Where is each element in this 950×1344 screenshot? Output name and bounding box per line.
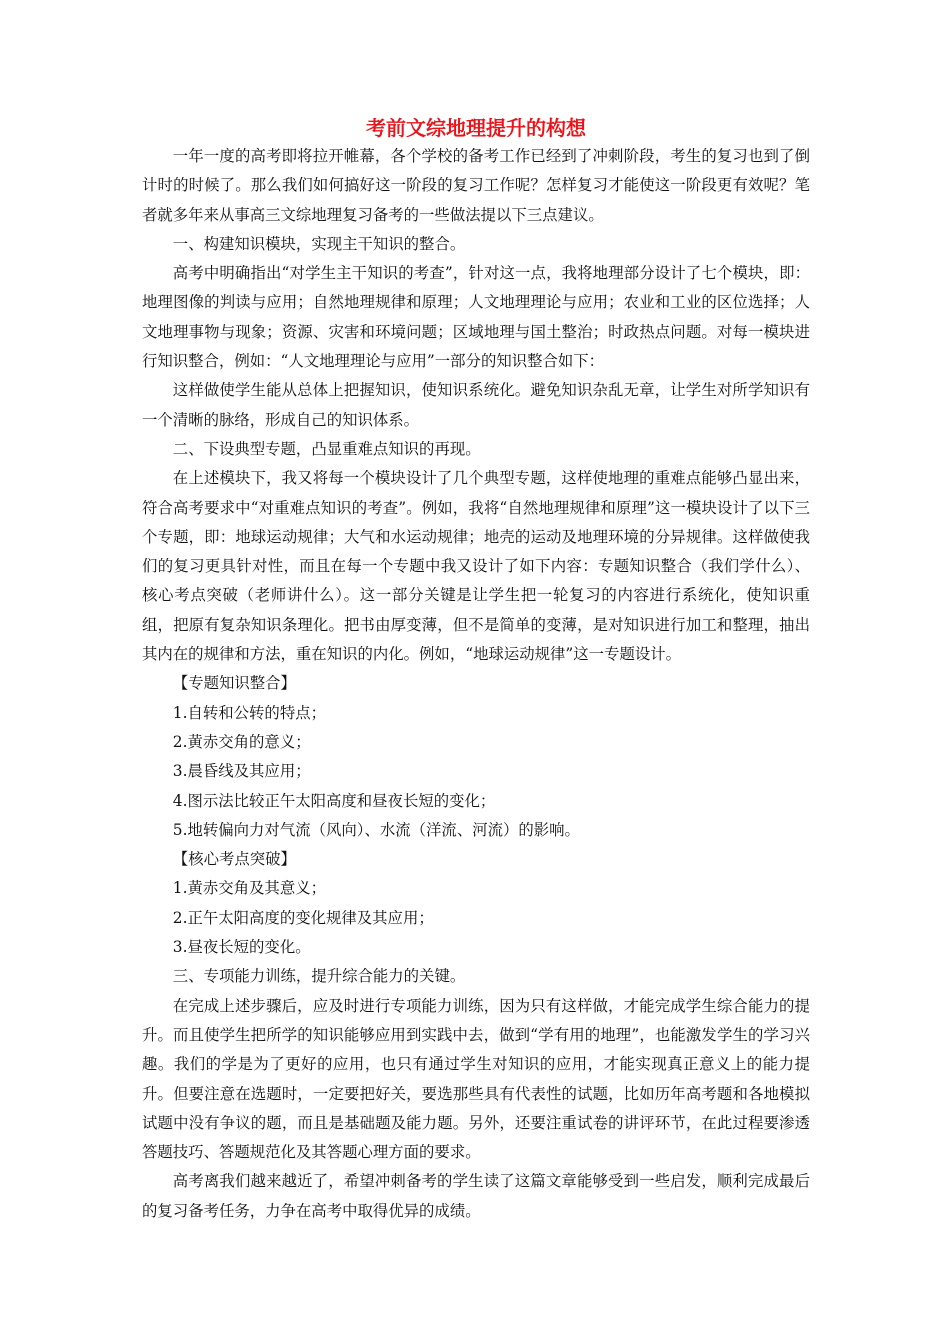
- section-heading-2: 二、下设典型专题，凸显重难点知识的再现。: [172, 439, 481, 458]
- section-2-paragraph: 在上述模块下，我又将每一个模块设计了几个典型专题，这样使地理的重难点能够凸显出来，符合高考要求中“对重难点知识的考查”。例如，我将“自然地理规律和原理”这一模块设计了以下三个专题，即：地球运动规律；大气和水运动规律；地壳的运动及地理环境的分异规律。这样做使我们的复习更具针对性，而且在每一个专题中我又设计了如下内容：专题知识整合（我们学什么）、核心考点突破（老师讲什么）。这一部分关键是让学生把一轮复习的内容进行系统化，使知识重组，把原有复杂知识条理化。把书由厚变薄，但不是简单的变薄，是对知识进行加工和整理，抽出其内在的规律和方法，重在知识的内化。例如，“地球运动规律”这一专题设计。: [142, 469, 810, 664]
- intro-paragraph: 一年一度的高考即将拉开帷幕，各个学校的备考工作已经到了冲刺阶段，考生的复习也到了倒计时的时候了。那么我们如何搞好这一阶段的复习工作呢？怎样复习才能使这一阶段更有效呢？笔者就多年来从事高三文综地理复习备考的一些做法提以下三点建议。: [142, 147, 810, 224]
- list-item: 2.黄赤交角的意义；: [172, 732, 311, 751]
- topic-integration-heading: 【专题知识整合】: [172, 674, 296, 693]
- section-3-paragraph: 在完成上述步骤后，应及时进行专项能力训练，因为只有这样做，才能完成学生综合能力的提升。而且使学生把所学的知识能够应用到实践中去，做到“学有用的地理”，也能激发学生的学习兴趣。我们的学是为了更好的应用，也只有通过学生对知识的应用，才能实现真正意义上的能力提升。但要注意在选题时，一定要把好关，要选那些具有代表性的试题，比如历年高考题和各地模拟试题中没有争议的题，而且是基础题及能力题。另外，还要注重试卷的讲评环节，在此过程要渗透答题技巧、答题规范化及其答题心理方面的要求。: [142, 996, 810, 1162]
- document-title: 考前文综地理提升的构想: [366, 116, 586, 140]
- section-1-summary-paragraph: 这样做使学生能从总体上把握知识，使知识系统化。避免知识杂乱无章，让学生对所学知识有一个清晰的脉络，形成自己的知识体系。: [142, 381, 810, 429]
- list-item: 4.图示法比较正午太阳高度和昼夜长短的变化；: [172, 791, 496, 810]
- closing-paragraph: 高考离我们越来越近了，希望冲刺备考的学生读了这篇文章能够受到一些启发，顺利完成最后的复习备考任务，力争在高考中取得优异的成绩。: [142, 1172, 810, 1220]
- section-heading-3: 三、专项能力训练，提升综合能力的关键。: [172, 967, 466, 986]
- list-item: 1.黄赤交角及其意义；: [172, 879, 326, 898]
- core-points-heading: 【核心考点突破】: [172, 850, 296, 869]
- section-heading-1: 一、构建知识模块，实现主干知识的整合。: [172, 234, 466, 253]
- list-item: 3.晨昏线及其应用；: [172, 762, 311, 781]
- list-item: 2.正午太阳高度的变化规律及其应用；: [172, 908, 434, 927]
- list-item: 1.自转和公转的特点；: [172, 703, 326, 722]
- list-item: 3.昼夜长短的变化。: [172, 938, 311, 957]
- list-item: 5.地转偏向力对气流（风向）、水流（洋流、河流）的影响。: [172, 820, 580, 839]
- section-1-paragraph: 高考中明确指出“对学生主干知识的考查”，针对这一点，我将地理部分设计了七个模块，即：地理图像的判读与应用；自然地理规律和原理；人文地理理论与应用；农业和工业的区位选择；人文地理事物与现象；资源、灾害和环境问题；区域地理与国土整治；时政热点问题。对每一模块进行知识整合，例如：“人文地理理论与应用”一部分的知识整合如下：: [142, 264, 810, 371]
- document-page: [142, 114, 810, 1226]
